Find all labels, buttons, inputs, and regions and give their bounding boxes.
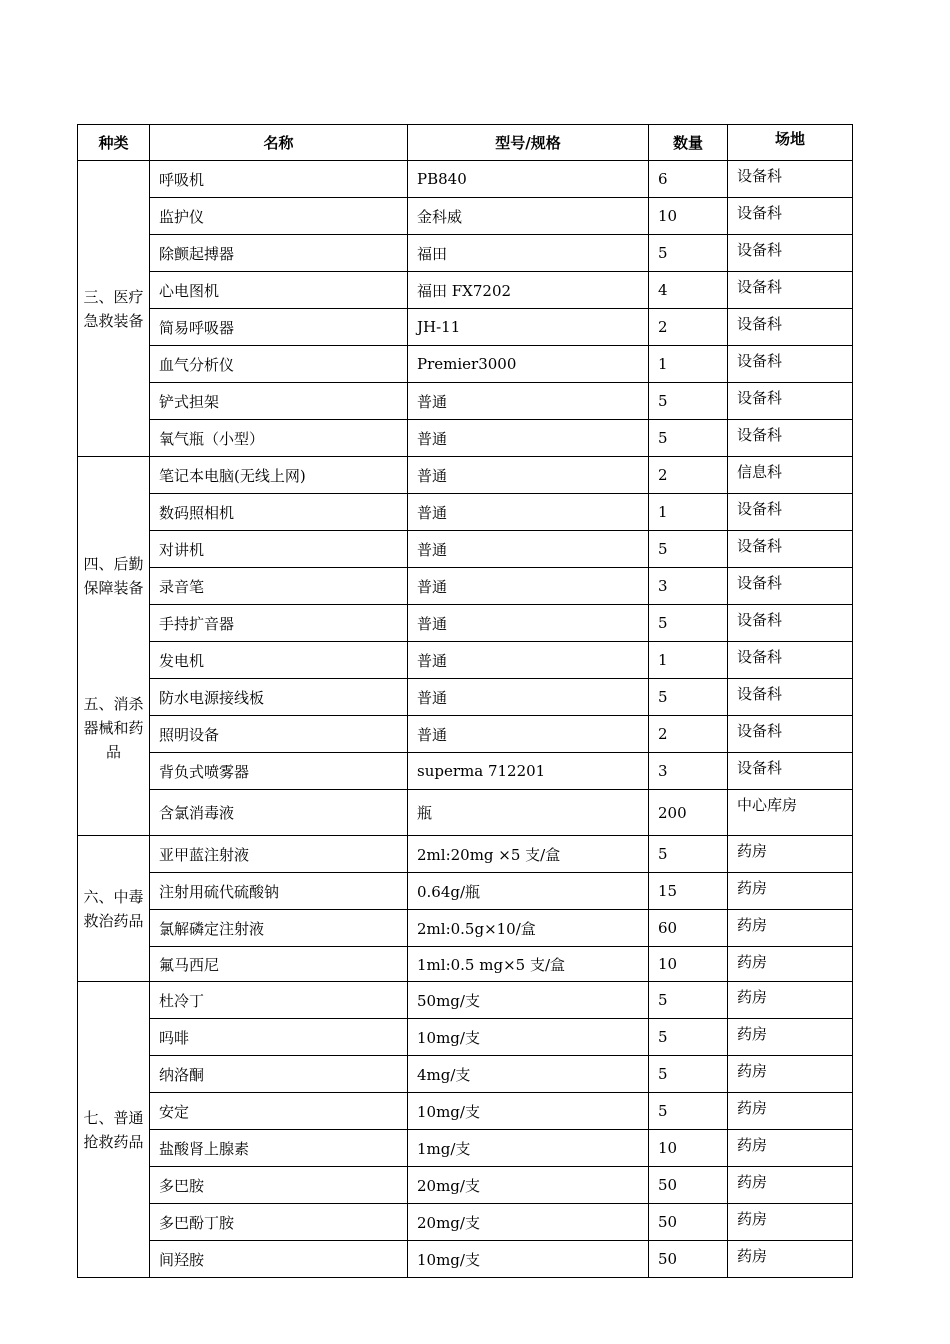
item-model: 瓶 [408,790,649,836]
item-name: 防水电源接线板 [150,679,408,716]
item-name: 氧气瓶（小型） [150,420,408,457]
item-qty: 4 [649,272,728,309]
item-location: 药房 [728,1241,853,1278]
table-row [78,198,853,235]
category-label: 四、后勤保障装备 [83,555,144,597]
table-row [78,272,853,309]
item-qty: 5 [649,836,728,873]
item-model: 4mg/支 [408,1056,649,1093]
table-row [78,873,853,910]
item-location: 药房 [728,947,853,982]
table-row [78,716,853,753]
equipment-table [77,124,853,1278]
item-location: 药房 [728,1130,853,1167]
category-label: 五、消杀器械和药品 [83,695,144,761]
item-model: 普通 [408,531,649,568]
table-row [78,982,853,1019]
item-name: 多巴酚丁胺 [150,1204,408,1241]
item-name: 氟马西尼 [150,947,408,982]
item-model: superma 712201 [408,753,649,790]
header-model: 型号/规格 [408,125,649,161]
item-model: 50mg/支 [408,982,649,1019]
item-name: 除颤起搏器 [150,235,408,272]
table-row [78,679,853,716]
item-model: 20mg/支 [408,1167,649,1204]
item-location: 设备科 [728,161,853,198]
item-location: 设备科 [728,383,853,420]
item-model: 10mg/支 [408,1241,649,1278]
item-model: PB840 [408,161,649,198]
item-qty: 2 [649,309,728,346]
item-qty: 5 [649,420,728,457]
item-name: 手持扩音器 [150,605,408,642]
category-cell: 七、普通抢救药品 [78,982,150,1278]
item-qty: 10 [649,1130,728,1167]
table-row [78,383,853,420]
item-location: 中心库房 [728,790,853,836]
item-location: 设备科 [728,753,853,790]
table-row [78,1093,853,1130]
item-model: 20mg/支 [408,1204,649,1241]
item-name: 含氯消毒液 [150,790,408,836]
item-location: 设备科 [728,494,853,531]
item-qty: 1 [649,642,728,679]
item-location: 药房 [728,1093,853,1130]
table-row [78,531,853,568]
item-location: 药房 [728,1019,853,1056]
item-location: 设备科 [728,716,853,753]
item-qty: 1 [649,346,728,383]
item-qty: 60 [649,910,728,947]
table-row [78,1167,853,1204]
item-name: 多巴胺 [150,1167,408,1204]
item-location: 药房 [728,982,853,1019]
table-row [78,753,853,790]
item-location: 设备科 [728,605,853,642]
item-name: 氯解磷定注射液 [150,910,408,947]
table-row [78,910,853,947]
item-location: 信息科 [728,457,853,494]
item-qty: 5 [649,982,728,1019]
item-name: 呼吸机 [150,161,408,198]
table-row [78,568,853,605]
item-model: 2ml:0.5g×10/盒 [408,910,649,947]
item-model: 普通 [408,420,649,457]
item-qty: 10 [649,947,728,982]
category-cell [78,457,150,836]
item-qty: 5 [649,1093,728,1130]
item-location: 设备科 [728,346,853,383]
item-qty: 2 [649,716,728,753]
item-location: 药房 [728,836,853,873]
item-location: 设备科 [728,309,853,346]
item-model: 10mg/支 [408,1019,649,1056]
table-row [78,1130,853,1167]
header-location: 场地 [728,125,853,161]
table-row [78,1056,853,1093]
item-name: 注射用硫代硫酸钠 [150,873,408,910]
item-model: 福田 FX7202 [408,272,649,309]
table-row [78,1241,853,1278]
table-row [78,420,853,457]
item-qty: 5 [649,605,728,642]
item-qty: 6 [649,161,728,198]
item-location: 设备科 [728,642,853,679]
item-model: 普通 [408,716,649,753]
item-location: 药房 [728,873,853,910]
item-qty: 5 [649,383,728,420]
table-row [78,1204,853,1241]
item-name: 吗啡 [150,1019,408,1056]
table-row [78,235,853,272]
item-name: 血气分析仪 [150,346,408,383]
item-location: 设备科 [728,531,853,568]
item-model: 普通 [408,568,649,605]
item-qty: 200 [649,790,728,836]
item-model: 普通 [408,679,649,716]
item-model: 普通 [408,642,649,679]
item-qty: 5 [649,235,728,272]
table-row [78,947,853,982]
header-name: 名称 [150,125,408,161]
category-cell: 三、医疗急救装备 [78,161,150,457]
item-name: 数码照相机 [150,494,408,531]
item-name: 盐酸肾上腺素 [150,1130,408,1167]
table-row [78,309,853,346]
item-qty: 50 [649,1167,728,1204]
item-location: 设备科 [728,272,853,309]
item-model: JH-11 [408,309,649,346]
item-qty: 1 [649,494,728,531]
category-cell: 六、中毒救治药品 [78,836,150,982]
item-name: 杜冷丁 [150,982,408,1019]
item-name: 录音笔 [150,568,408,605]
item-name: 简易呼吸器 [150,309,408,346]
item-name: 心电图机 [150,272,408,309]
item-qty: 3 [649,568,728,605]
item-qty: 5 [649,1056,728,1093]
item-location: 设备科 [728,235,853,272]
item-name: 对讲机 [150,531,408,568]
table-header-row [78,125,853,161]
item-model: 1mg/支 [408,1130,649,1167]
item-qty: 50 [649,1241,728,1278]
item-model: 0.64g/瓶 [408,873,649,910]
item-model: 金科威 [408,198,649,235]
item-qty: 5 [649,1019,728,1056]
header-category: 种类 [78,125,150,161]
item-model: 普通 [408,605,649,642]
item-name: 铲式担架 [150,383,408,420]
item-qty: 5 [649,679,728,716]
item-name: 纳洛酮 [150,1056,408,1093]
item-location: 设备科 [728,420,853,457]
item-name: 笔记本电脑(无线上网) [150,457,408,494]
item-qty: 2 [649,457,728,494]
item-name: 监护仪 [150,198,408,235]
table-row [78,346,853,383]
item-model: 1ml:0.5 mg×5 支/盒 [408,947,649,982]
table-row [78,161,853,198]
item-model: 2ml:20mg ×5 支/盒 [408,836,649,873]
item-model: 10mg/支 [408,1093,649,1130]
item-location: 设备科 [728,198,853,235]
item-model: 普通 [408,494,649,531]
item-name: 安定 [150,1093,408,1130]
item-name: 发电机 [150,642,408,679]
item-qty: 10 [649,198,728,235]
item-model: 普通 [408,457,649,494]
item-location: 药房 [728,1167,853,1204]
item-model: 福田 [408,235,649,272]
table-row [78,457,853,494]
item-model: Premier3000 [408,346,649,383]
item-qty: 3 [649,753,728,790]
table-row [78,790,853,836]
item-qty: 15 [649,873,728,910]
header-qty: 数量 [649,125,728,161]
item-name: 亚甲蓝注射液 [150,836,408,873]
table-row [78,642,853,679]
item-name: 照明设备 [150,716,408,753]
table-row [78,605,853,642]
table-row [78,1019,853,1056]
item-model: 普通 [408,383,649,420]
item-name: 背负式喷雾器 [150,753,408,790]
item-location: 设备科 [728,568,853,605]
item-qty: 5 [649,531,728,568]
item-location: 设备科 [728,679,853,716]
item-location: 药房 [728,910,853,947]
item-location: 药房 [728,1204,853,1241]
item-name: 间羟胺 [150,1241,408,1278]
item-location: 药房 [728,1056,853,1093]
item-qty: 50 [649,1204,728,1241]
table-row [78,836,853,873]
table-row [78,494,853,531]
